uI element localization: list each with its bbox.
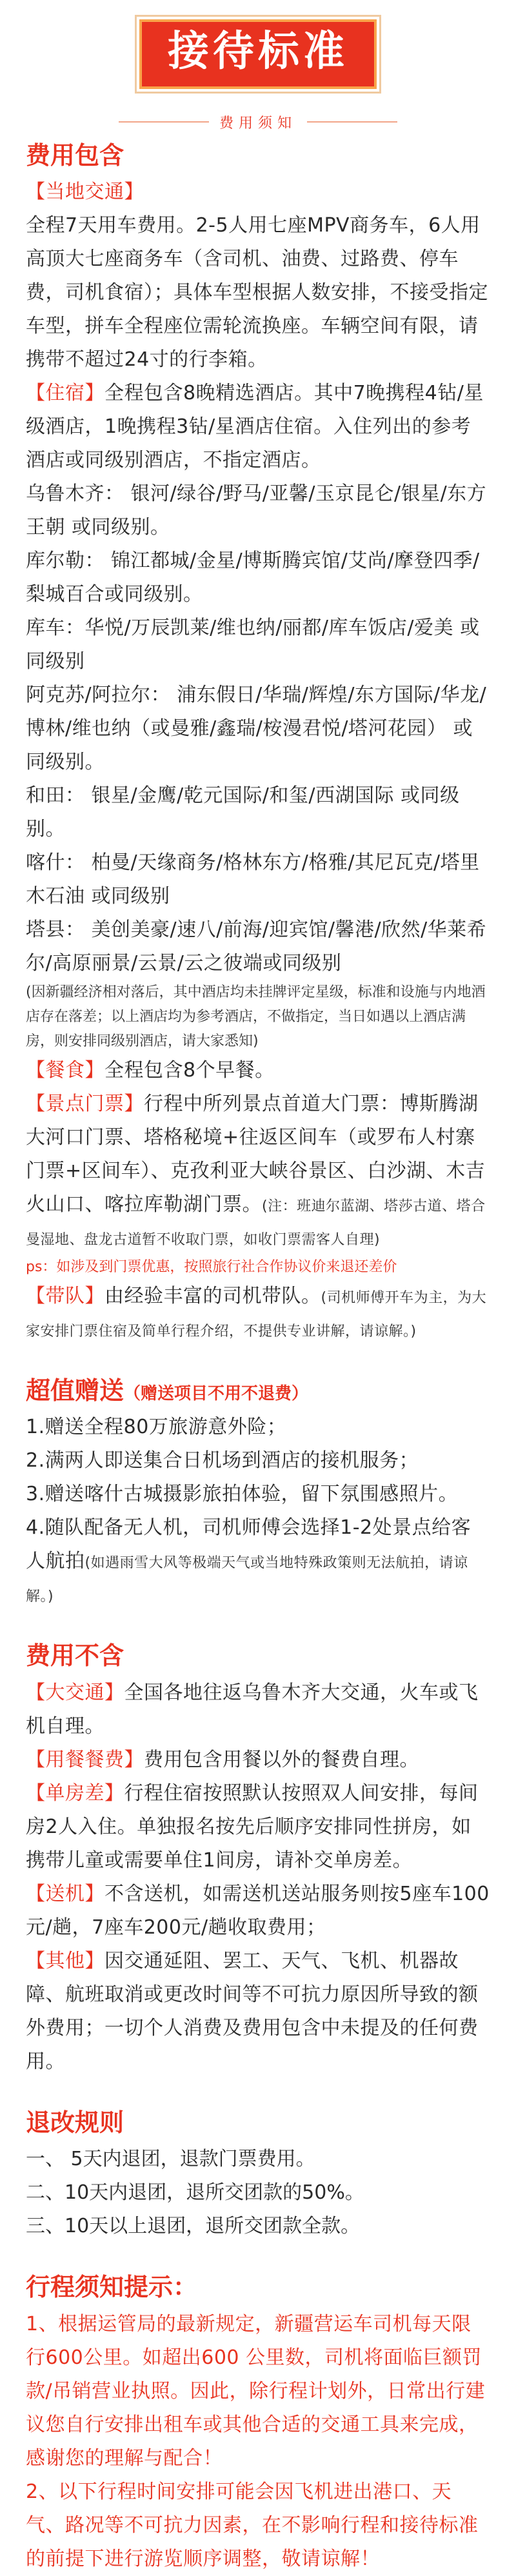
gift-item-1: 1.赠送全程80万旅游意外险； [26,1416,287,1439]
tip-item-2: 2、以下行程时间安排可能会因飞机进出港口、天气、路况等不可抗力因素，在不影响行程和接待标准的前提下进行游览顺序调整，敬请谅解！ [26,2480,479,2570]
hotel-city-korla: 库尔勒： 锦江都城/金星/博斯腾宾馆/艾尚/摩登四季/梨城百合或同级别。 [26,549,480,606]
excluded-item [26,1777,490,1878]
excluded-title: 费用不含 [26,1641,124,1670]
hotel-city-aksu: 阿克苏/阿拉尔： 浦东假日/华瑞/辉煌/东方国际/华龙/博林/维也纳（或曼雅/鑫瑞/桉漫君悦/塔河花园） 或同级别。 [26,683,487,773]
tips-title: 行程须知提示： [26,2273,198,2302]
excluded-tag-dropoff: 【送机】 [26,1882,104,1905]
tickets-paragraph [26,1087,490,1255]
excluded-tag-transport: 【大交通】 [26,1681,124,1704]
excluded-item [26,1676,490,1743]
hotel-city-hotan: 和田： 银星/金鹰/乾元国际/和玺/西湖国际 或同级别。 [26,784,460,840]
tip-item-1: 1、根据运管局的最新规定，新疆营运车司机每天限行600公里。如超出600 公里数，司机将面临巨额罚款/吊销营业执照。因此，除行程计划外，日常出行建议您自行安排出租车或其他合适的交通工具来完成，感谢您的理解与配合！ [26,2312,486,2470]
excluded-text-single-room: 行程住宿按照默认按照双人间安排，每间房2人入住。单独报名按先后顺序安排同性拼房，如携带儿童或需要单住1间房，请补交单房差。 [26,1781,479,1872]
excluded-tag-meals: 【用餐餐费】 [26,1748,144,1771]
included-title: 费用包含 [26,141,124,170]
gift-item-4-text: 4.随队配备无人机，司机师傅会选择1-2处景点给客人航拍 [26,1516,471,1573]
hotel-city-taxian: 塔县： 美创美豪/速八/前海/迎宾馆/馨港/欣然/华莱希尔/高原丽景/云景/云之彼端或同级别 [26,918,487,975]
tickets-ps: ps：如涉及到门票优惠，按照旅行社合作协议价来退还差价 [26,1258,397,1275]
tickets-tag: 【景点门票】 [26,1092,144,1115]
excluded-text-other: 因交通延阻、罢工、天气、飞机、机器故障、航班取消或更改时间等不可抗力原因所导致的额外费用；一切个人消费及费用包含中未提及的任何费用。 [26,1949,479,2073]
subtitle-right-line [307,121,397,123]
meals-paragraph [26,1054,490,1087]
refund-title: 退改规则 [26,2108,124,2137]
refund-item-2: 二、10天内退团，退所交团款的50%。 [26,2181,364,2204]
gift-item-4 [26,1511,490,1612]
subtitle-row [26,112,490,132]
subtitle-left-line [119,121,209,123]
guide-note: (司机师傅开车为主，为大家安排门票住宿及简单行程介绍，不提供专业讲解，请谅解。) [26,1289,487,1340]
page-title: 接待标准 [139,19,377,89]
gifts-title-text: 超值赠送 [26,1376,124,1405]
excluded-text-meals: 费用包含用餐以外的餐费自理。 [144,1748,419,1771]
subtitle-text: 费用须知 [219,115,297,132]
gift-drone-note: (如遇雨雪大风等极端天气或当地特殊政策则无法航拍，请谅解。) [26,1555,468,1605]
hotel-note: (因新疆经济相对落后，其中酒店均未挂牌评定星级，标准和设施与内地酒店存在落差；以上酒店均为参考酒店，不做指定，当日如遇以上酒店满房，则安排同级别酒店，请大家悉知) [26,984,486,1049]
hotel-city-urumqi: 乌鲁木齐： 银河/绿谷/野马/亚馨/玉京昆仑/银星/东方王朝 或同级别。 [26,482,487,539]
excluded-text-transport: 全国各地往返乌鲁木齐大交通，火车或飞机自理。 [26,1681,479,1738]
guide-tag: 【带队】 [26,1284,104,1307]
title-wrap [26,0,490,89]
hotel-tag: 【住宿】 [26,381,104,404]
gift-item-2: 2.满两人即送集合日机场到酒店的接机服务； [26,1449,419,1472]
meals-text: 全程包含8个早餐。 [104,1058,275,1082]
excluded-text-dropoff: 不含送机，如需送机送站服务则按5座车100元/趟，7座车200元/趟收取费用； [26,1882,490,1939]
gift-item-3: 3.赠送喀什古城摄影旅拍体验，留下氛围感照片。 [26,1483,459,1506]
excluded-item [26,1945,490,2079]
excluded-tag-single-room: 【单房差】 [26,1781,124,1805]
gifts-title [26,1375,490,1407]
tickets-text: 行程中所列景点首道大门票：博斯腾湖大河口门票、塔格秘境+往返区间车（或罗布人村寨门票+区间车）、克孜利亚大峡谷景区、白沙湖、木吉火山口、喀拉库勒湖门票。 [26,1092,486,1216]
tickets-note: (注：班迪尔蓝湖、塔莎古道、塔合曼湿地、盘龙古道暂不收取门票，如收门票需客人自理) [26,1198,486,1248]
meals-tag: 【餐食】 [26,1058,104,1082]
gifts-title-note: （赠送项目不用不退费） [124,1383,309,1403]
hotel-paragraph [26,377,490,477]
hotel-city-kuqa: 库车：华悦/万辰凯莱/维也纳/丽都/库车饭店/爱美 或同级别 [26,616,480,673]
guide-paragraph [26,1280,490,1347]
refund-item-1: 一、 5天内退团，退款门票费用。 [26,2148,315,2171]
transport-tag [26,175,490,209]
excluded-tag-other: 【其他】 [26,1949,104,1972]
excluded-item [26,1878,490,1945]
hotel-text: 全程包含8晚精选酒店。其中7晚携程4钻/星级酒店，1晚携程3钻/星酒店住宿。入住列出的参考酒店或同级别酒店，不指定酒店。 [26,381,484,471]
transport-text: 全程7天用车费用。2-5人用七座MPV商务车，6人用高顶大七座商务车（含司机、油费、过路费、停车费，司机食宿）；具体车型根据人数安排，不接受指定车型，拼车全程座位需轮流换座。车辆空间有限，请携带不超过24寸的行李箱。 [26,213,488,371]
transport-tag-label: 【当地交通】 [26,180,144,203]
excluded-item [26,1743,490,1777]
guide-text: 由经验丰富的司机带队。 [104,1284,321,1307]
hotel-city-kashgar: 喀什： 柏曼/天缘商务/格林东方/格雅/其尼瓦克/塔里木石油 或同级别 [26,851,480,907]
refund-item-3: 三、10天以上退团，退所交团款全款。 [26,2215,361,2238]
